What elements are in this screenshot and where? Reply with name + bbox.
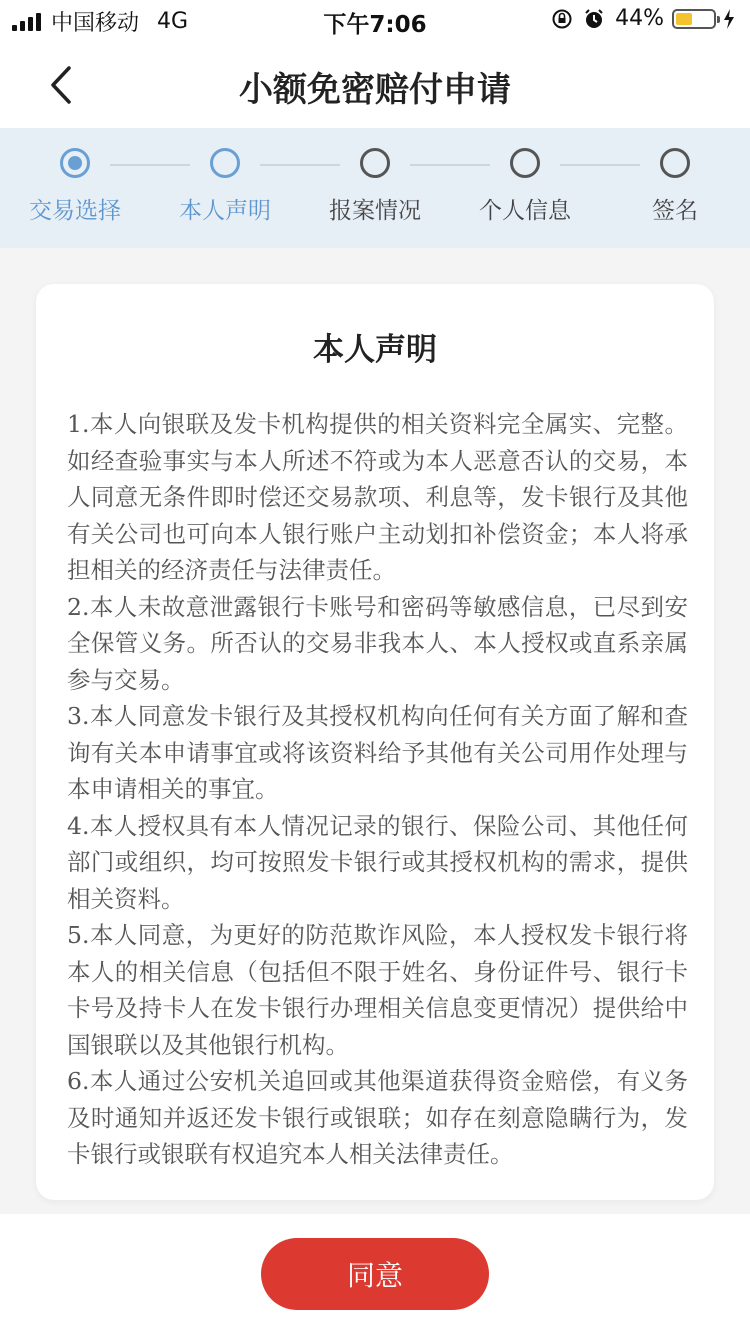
status-bar [0,0,750,40]
step-label: 个人信息 [479,198,571,224]
step-label: 本人声明 [179,198,271,224]
declaration-clause: 3.本人同意发卡银行及其授权机构向任何有关方面了解和查询有关本申请事宜或将该资料给予其他有关公司用作处理与本申请相关的事宜。 [67,702,688,803]
declaration-card [36,284,714,1200]
step-label: 签名 [652,198,698,224]
step-indicator-icon [660,148,690,178]
step-label: 交易选择 [29,198,121,224]
status-bar-left [12,6,188,37]
battery-fill [676,13,692,25]
declaration-title: 本人声明 [313,332,437,368]
network-type: 4G [157,9,189,34]
declaration-clause: 1.本人向银联及发卡机构提供的相关资料完全属实、完整。如经查验事实与本人所述不符或为本人恶意否认的交易，本人同意无条件即时偿还交易款项、利息等，发卡银行及其他有关公司也可向本人银行账户主动划扣补偿资金；本人将承担相关的经济责任与法律责任。 [67,410,688,584]
agree-button[interactable]: 同意 [261,1238,489,1310]
battery-percent: 44% [615,6,664,31]
progress-stepper [0,128,750,248]
signal-icon [12,13,41,31]
step-indicator-icon [360,148,390,178]
footer-bar [0,1214,750,1334]
declaration-clause: 5.本人同意，为更好的防范欺诈风险，本人授权发卡银行将本人的相关信息（包括但不限于姓名、身份证件号、银行卡卡号及持卡人在发卡银行办理相关信息变更情况）提供给中国银联以及其他银行机构。 [67,921,688,1059]
charging-icon [722,8,736,30]
status-time: 下午7:06 [323,12,427,38]
lock-rotation-icon [551,8,573,30]
carrier-name: 中国移动 [51,11,140,36]
declaration-clause: 2.本人未故意泄露银行卡账号和密码等敏感信息，已尽到安全保管义务。所否认的交易非我本人、本人授权或直系亲属参与交易。 [67,592,688,694]
step-report-status [300,148,450,225]
step-label: 报案情况 [329,198,421,224]
alarm-icon [583,8,605,30]
step-transaction-select [0,148,150,225]
battery-cap [717,16,720,23]
declaration-clauses [67,406,688,1173]
status-bar-right [551,6,736,31]
step-signature [600,148,750,225]
nav-bar [0,40,750,128]
step-indicator-icon [60,148,90,178]
step-declaration [150,148,300,225]
step-indicator-icon [510,148,540,178]
declaration-clause: 4.本人授权具有本人情况记录的银行、保险公司、其他任何部门或组织，均可按照发卡银行或其授权机构的需求，提供相关资料。 [67,811,688,913]
page-title: 小额免密赔付申请 [239,70,511,110]
battery-icon [672,9,716,29]
declaration-clause: 6.本人通过公安机关追回或其他渠道获得资金赔偿，有义务及时通知并返还发卡银行或银联；如存在刻意隐瞒行为，发卡银行或银联有权追究本人相关法律责任。 [67,1067,688,1168]
step-indicator-icon [210,148,240,178]
step-personal-info [450,148,600,225]
